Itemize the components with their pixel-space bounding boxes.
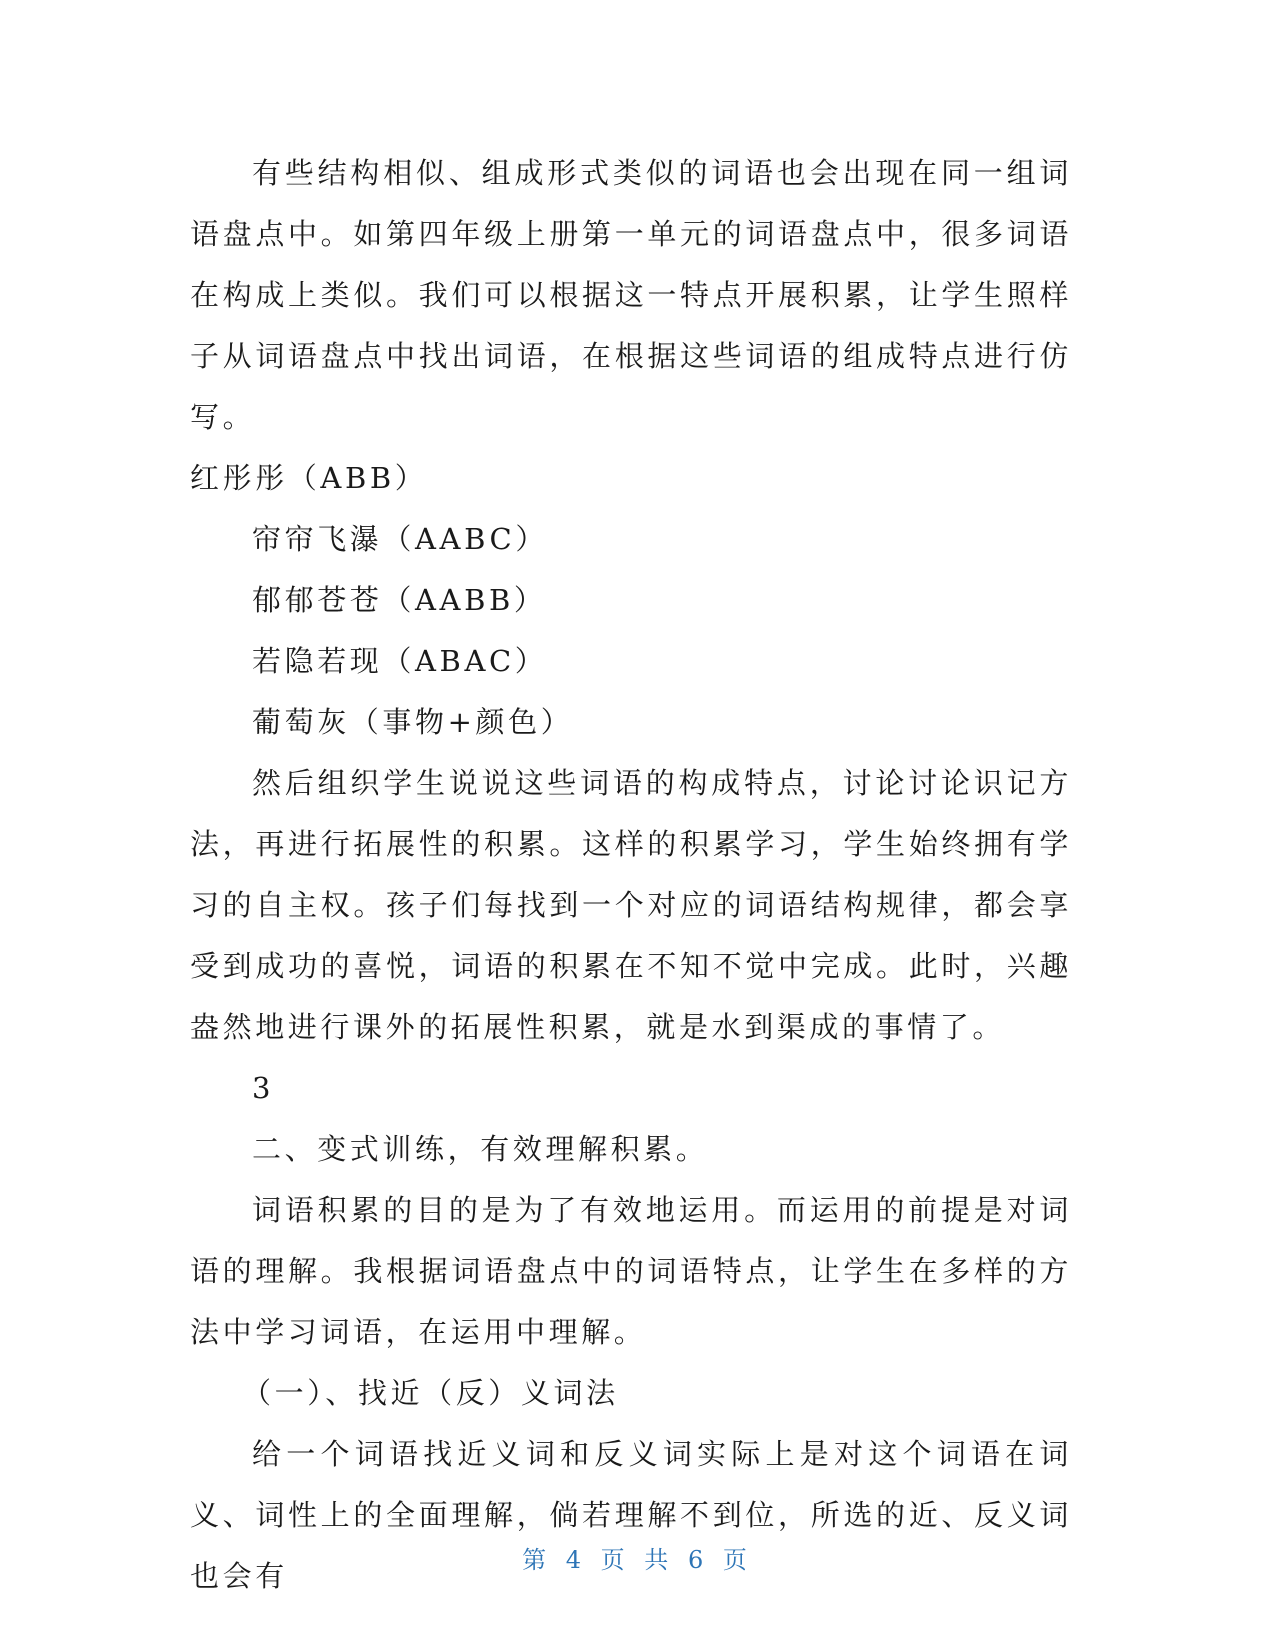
page-footer: 第 4 页 共 6 页 [522,1546,753,1574]
example-abac: 若隐若现（ABAC） [252,644,548,678]
section-number: 3 [252,1071,275,1105]
subsection-heading: （一）、找近（反）义词法 [242,1376,619,1410]
paragraph-purpose: 词语积累的目的是为了有效地运用。而运用的前提是对词语的理解。我根据词语盘点中的词语特点，让学生在多样的方法中学习词语，在运用中理解。 [190,1193,1072,1349]
section-heading: 二、变式训练，有效理解积累。 [252,1132,709,1166]
document-body [190,143,1072,1607]
example-abb: 红彤彤（ABB） [190,461,428,495]
paragraph-discussion: 然后组织学生说说这些词语的构成特点，讨论讨论识记方法，再进行拓展性的积累。这样的积累学习，学生始终拥有学习的自主权。孩子们每找到一个对应的词语结构规律，都会享受到成功的喜悦，词语的积累在不知不觉中完成。此时，兴趣盎然地进行课外的拓展性积累，就是水到渠成的事情了。 [190,766,1072,1044]
example-color: 葡萄灰（事物+颜色） [252,705,574,739]
paragraph-synonyms: 给一个词语找近义词和反义词实际上是对这个词语在词义、词性上的全面理解，倘若理解不到位，所选的近、反义词也会有 [190,1437,1072,1593]
example-aabc: 帘帘飞瀑（AABC） [252,522,548,556]
paragraph-word-structure-intro: 有些结构相似、组成形式类似的词语也会出现在同一组词语盘点中。如第四年级上册第一单元的词语盘点中，很多词语在构成上类似。我们可以根据这一特点开展积累，让学生照样子从词语盘点中找出词语，在根据这些词语的组成特点进行仿写。 [190,156,1072,434]
example-aabb: 郁郁苍苍（AABB） [252,583,547,617]
